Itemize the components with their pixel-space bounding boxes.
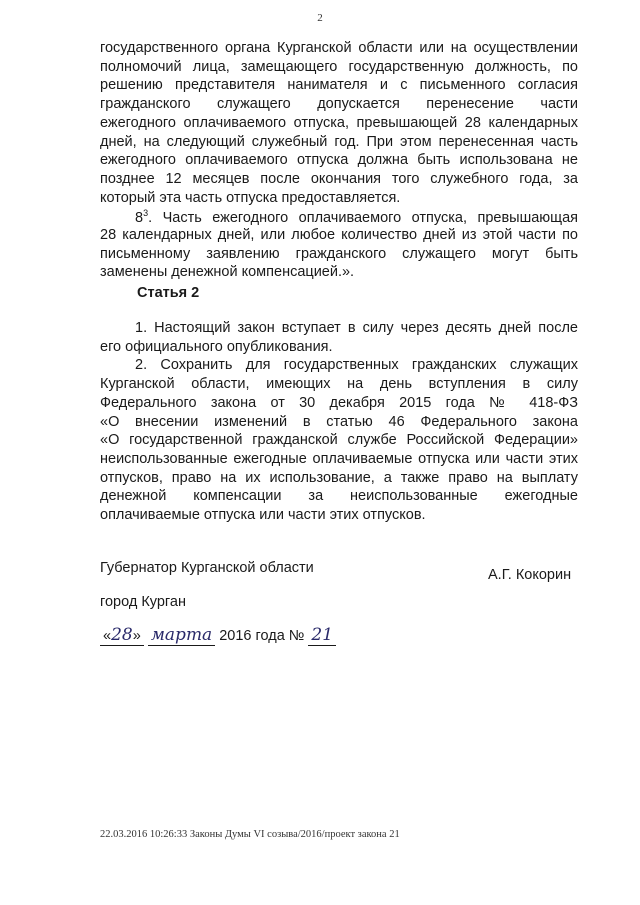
text-line: 2. Сохранить для государственных гражданских служащих [135,357,578,374]
document-number-handwritten: 21 [308,625,336,646]
text-line: Федерального закона от 30 декабря 2015 года № 418-ФЗ [100,394,578,411]
date-day-handwritten: 28 [111,625,133,645]
text-line: ежегодного оплачиваемого отпуска, превышающей 28 календарных [100,114,578,131]
text-line: гражданского служащего допускается перенесение части [100,96,578,113]
signature-title: Губернатор Курганской области [100,560,314,576]
footer-stamp: 22.03.2016 10:26:33 Законы Думы VI созыва/2016/проект закона 21 [100,829,400,840]
date-close-quote: » [132,628,141,644]
date-line [100,625,336,646]
text-line: оплачиваемые отпуска или части этих отпусков. [100,507,426,523]
paragraph-number: 8 [135,210,144,227]
paragraph-8-3-first-line [135,208,578,226]
date-year-text: 2016 года № [219,628,305,644]
text-line: решению представителя нанимателя и с письменного согласия [100,77,578,94]
text-line: ежегодного оплачиваемого отпуска должна быть использована не [100,152,578,169]
city: город Курган [100,594,186,610]
date-month-handwritten: марта [148,625,215,646]
text-line: дней, на следующий служебный год. При этом перенесенная часть [100,133,578,150]
paragraph-text: . Часть ежегодного оплачиваемого отпуска, превышающая [148,210,578,227]
text-line: заменены денежной компенсацией.». [100,264,355,281]
date-day-group [100,625,144,646]
text-line: неиспользованные ежегодные оплачиваемые отпуска или части этих [100,450,578,467]
text-line: позднее 12 месяцев после окончания того служебного года, за [100,170,578,187]
article-heading: Статья 2 [137,285,200,301]
text-line: 28 календарных дней, или любое количество дней из этой части по [100,227,578,243]
text-line: «О внесении изменений в статью 46 Федерального закона [100,413,578,430]
text-line: государственного органа Курганской области или на осуществлении [100,40,578,56]
text-line: полномочий лица, замещающего государственную должность, по [100,58,578,75]
text-line: отпусков, право на их использование, а также право на выплату [100,469,578,486]
text-line: «О государственной гражданской службе Российской Федерации» [100,432,578,449]
page-number: 2 [317,12,323,24]
paragraph-number-superscript: 3 [143,208,149,219]
date-open-quote: « [103,628,112,644]
text-line: 1. Настоящий закон вступает в силу через десять дней после [135,320,578,336]
signature-name: А.Г. Кокорин [488,567,572,583]
text-line: который эта часть отпуска предоставляется. [100,189,401,206]
text-line: его официального опубликования. [100,338,333,355]
text-line: денежной компенсации за неиспользованные ежегодные [100,488,578,505]
text-line: Курганской области, имеющих на день вступления в силу [100,376,578,393]
text-line: письменному заявлению гражданского служащего могут быть [100,245,578,262]
